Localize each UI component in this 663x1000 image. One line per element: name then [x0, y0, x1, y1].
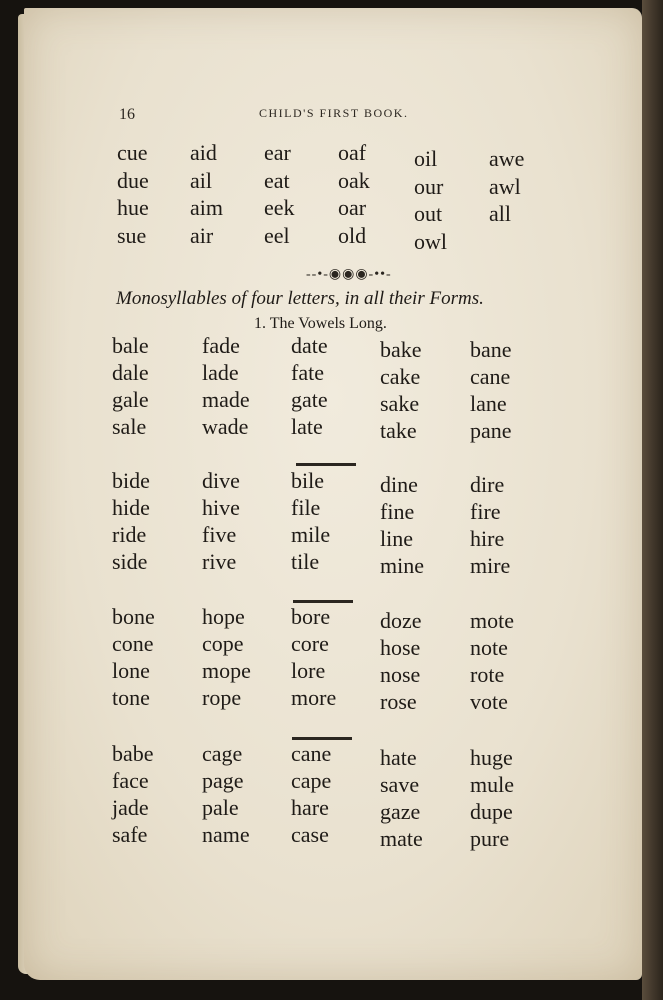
word: tone [112, 685, 150, 710]
word: mile [291, 522, 331, 547]
word: dive [202, 468, 240, 493]
word: bide [112, 468, 150, 493]
word: fire [470, 499, 501, 524]
word: gaze [380, 799, 421, 824]
word: fate [291, 360, 324, 385]
word: file [291, 495, 321, 520]
word: date [291, 333, 328, 358]
running-title: CHILD'S FIRST BOOK. [259, 106, 409, 120]
word: awl [489, 174, 521, 199]
word: face [112, 768, 149, 793]
word: name [202, 822, 250, 847]
page-number: 16 [119, 106, 135, 123]
word: fade [202, 333, 240, 358]
word: page [202, 768, 244, 793]
word: gate [291, 387, 328, 412]
word: cone [112, 631, 154, 656]
word: dupe [470, 799, 513, 824]
word: cane [470, 364, 511, 389]
word: fine [380, 499, 415, 524]
rule-divider [296, 463, 356, 466]
ornament-divider: ‐‐•‐◉◉◉‐••‐ [306, 267, 392, 282]
word: hope [202, 604, 245, 629]
word: oar [338, 195, 367, 220]
word: owl [414, 229, 447, 254]
word: bone [112, 604, 155, 629]
word: rote [470, 662, 505, 687]
word: sue [117, 223, 147, 248]
word: hive [202, 495, 240, 520]
word: side [112, 549, 148, 574]
word: case [291, 822, 329, 847]
word: eat [264, 168, 290, 193]
word: sake [380, 391, 420, 416]
word: mote [470, 608, 514, 633]
word: core [291, 631, 329, 656]
word: ear [264, 140, 291, 165]
word: cope [202, 631, 244, 656]
word: all [489, 201, 511, 226]
word: bake [380, 337, 422, 362]
word: doze [380, 608, 422, 633]
word: cape [291, 768, 332, 793]
word: aid [190, 140, 217, 165]
word: take [380, 418, 417, 443]
word: made [202, 387, 250, 412]
word: note [470, 635, 508, 660]
word: dale [112, 360, 149, 385]
word: safe [112, 822, 148, 847]
word: hate [380, 745, 417, 770]
rule-divider [293, 600, 353, 603]
word: rose [380, 689, 417, 714]
word: cage [202, 741, 243, 766]
book-binding-edge [642, 0, 663, 1000]
word: mule [470, 772, 514, 797]
word: rope [202, 685, 242, 710]
word: lade [202, 360, 239, 385]
word: our [414, 174, 444, 199]
word: dine [380, 472, 418, 497]
word: vote [470, 689, 508, 714]
word: awe [489, 146, 525, 171]
book-page [24, 8, 642, 980]
word: line [380, 526, 413, 551]
word: rive [202, 549, 237, 574]
rule-divider [292, 737, 352, 740]
word: more [291, 685, 337, 710]
section-subtitle: 1. The Vowels Long. [254, 315, 387, 332]
word: mate [380, 826, 423, 851]
word: eel [264, 223, 290, 248]
word: oak [338, 168, 370, 193]
word: mine [380, 553, 424, 578]
word: bane [470, 337, 512, 362]
word: eek [264, 195, 295, 220]
word: babe [112, 741, 154, 766]
word: bore [291, 604, 331, 629]
word: late [291, 414, 323, 439]
page-header [24, 106, 642, 128]
word: old [338, 223, 367, 248]
word: hue [117, 195, 149, 220]
word: cane [291, 741, 332, 766]
word: lane [470, 391, 507, 416]
word: due [117, 168, 149, 193]
section-title: Monosyllables of four letters, in all their Forms. [116, 288, 484, 309]
word: jade [112, 795, 149, 820]
word: air [190, 223, 214, 248]
word: sale [112, 414, 147, 439]
word: bile [291, 468, 324, 493]
word: oil [414, 146, 438, 171]
word: lore [291, 658, 326, 683]
word: five [202, 522, 237, 547]
word: hare [291, 795, 329, 820]
word: hire [470, 526, 505, 551]
word: nose [380, 662, 421, 687]
word: lone [112, 658, 150, 683]
word: oaf [338, 140, 367, 165]
word: bale [112, 333, 149, 358]
word: gale [112, 387, 149, 412]
word: mope [202, 658, 251, 683]
word: ail [190, 168, 212, 193]
word: pane [470, 418, 512, 443]
word: save [380, 772, 420, 797]
word: hose [380, 635, 421, 660]
word: aim [190, 195, 223, 220]
word: wade [202, 414, 249, 439]
word: out [414, 201, 443, 226]
word: pure [470, 826, 510, 851]
word: huge [470, 745, 513, 770]
word: hide [112, 495, 150, 520]
word: cake [380, 364, 421, 389]
word: cue [117, 140, 148, 165]
word: ride [112, 522, 147, 547]
word: tile [291, 549, 320, 574]
word: mire [470, 553, 511, 578]
word: dire [470, 472, 505, 497]
word: pale [202, 795, 239, 820]
